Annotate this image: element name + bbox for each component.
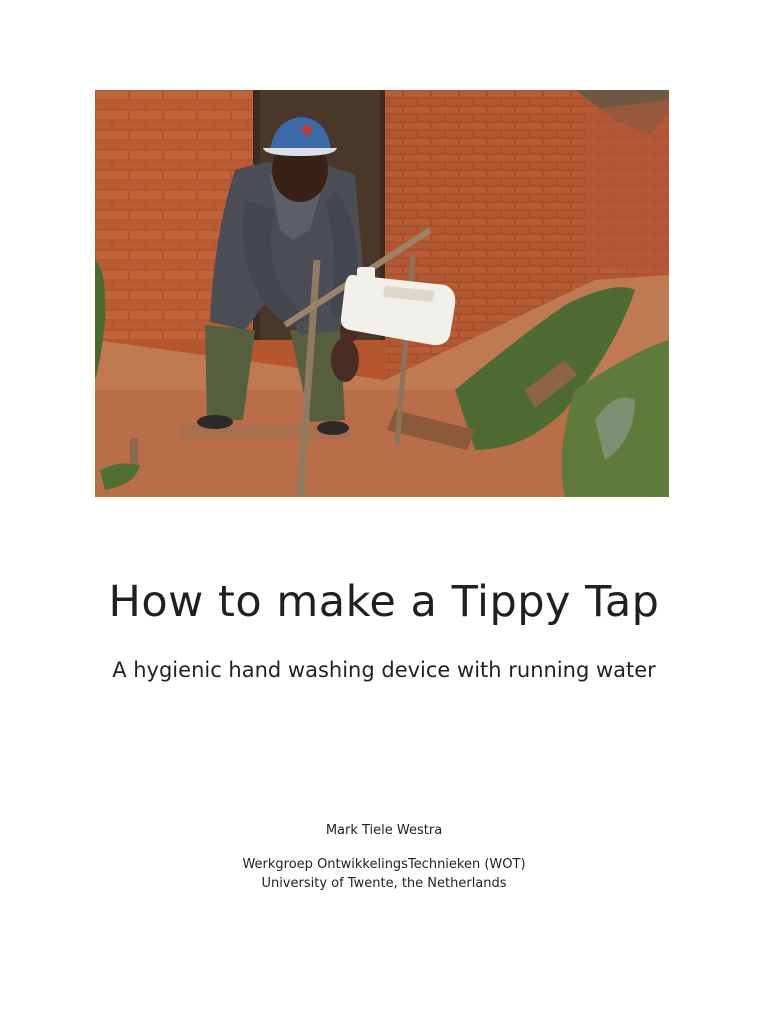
affiliation-organization: Werkgroep OntwikkelingsTechnieken (WOT) [242,857,526,872]
document-subtitle: A hygienic hand washing device with running water [112,658,656,682]
document-title: How to make a Tippy Tap [108,577,660,627]
cover-photo [95,90,669,497]
affiliation-university: University of Twente, the Netherlands [261,876,507,891]
author-name: Mark Tiele Westra [325,823,443,838]
